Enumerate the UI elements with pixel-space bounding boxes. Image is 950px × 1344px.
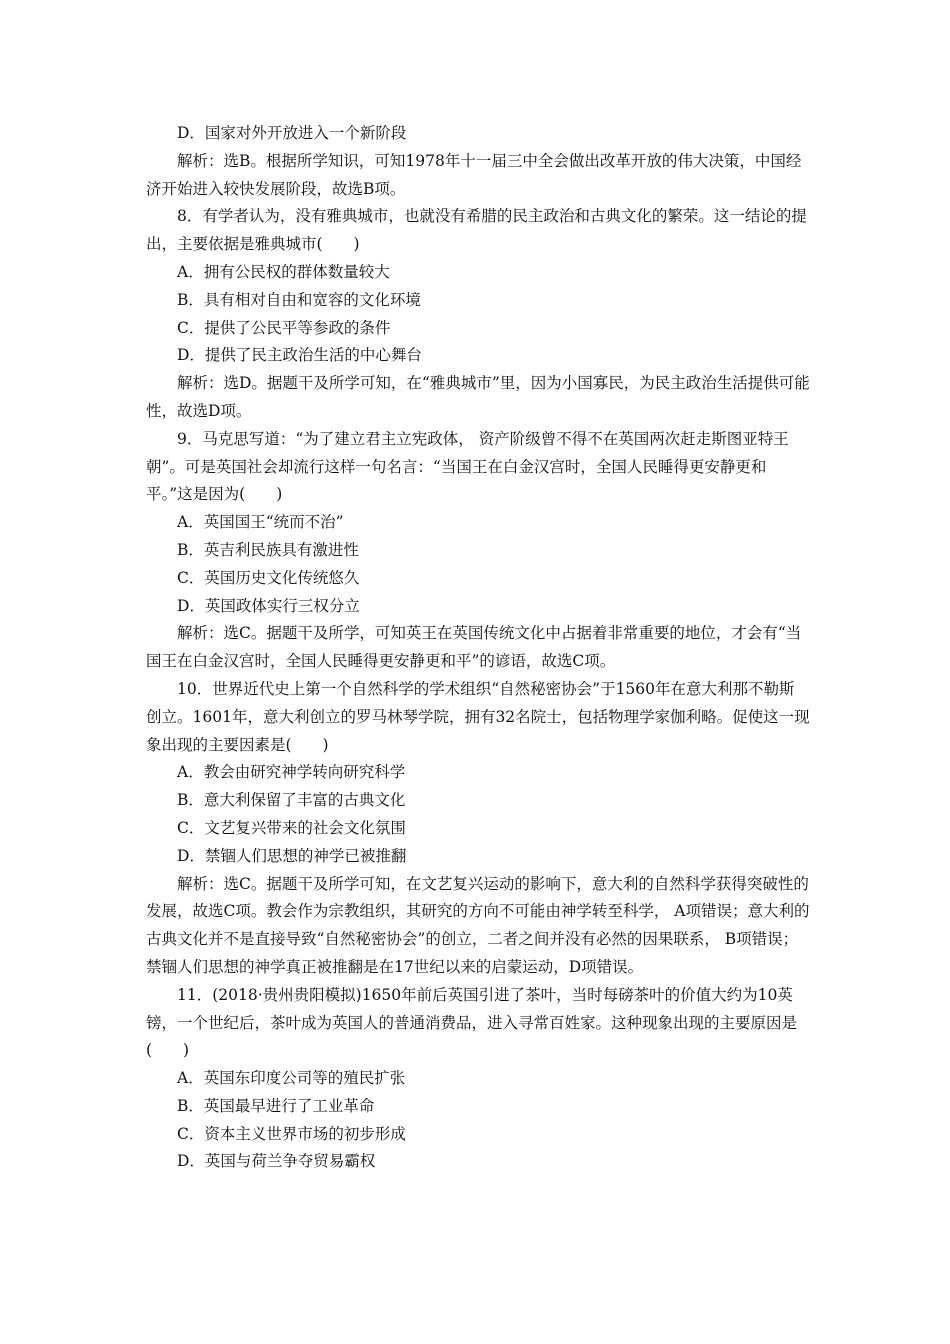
q8-option-b: B．具有相对自由和宽容的文化环境	[177, 290, 421, 309]
q10-analysis: 解析：选C。据题干及所学可知，在文艺复兴运动的影响下，意大利的自然科学获得突破性的发展，故选C项。教会作为宗教组织，其研究的方向不可能由神学转至科学， A项错误；意大利的古典文化并不是直接导致“自然秘密协会”的创立，二者之间并没有必然的因果联系， B项错误；禁锢人们思想的神学真正被推翻是在17世纪以来的启蒙运动，D项错误。	[146, 874, 810, 976]
q11-option-b: B．英国最早进行了工业革命	[177, 1096, 375, 1115]
q8-option-d: D．提供了民主政治生活的中心舞台	[177, 346, 422, 365]
q9-stem: 9．马克思写道：“为了建立君主立宪政体， 资产阶级曾不得不在英国两次赶走斯图亚特王朝”。可是英国社会却流行这样一句名言：“当国王在白金汉宫时，全国人民睡得更安静更和平。”这是因为( )	[146, 429, 789, 504]
q9-option-c: C．英国历史文化传统悠久	[177, 568, 360, 587]
q8-option-c: C．提供了公民平等参政的条件	[177, 318, 391, 337]
q10-option-c: C．文艺复兴带来的社会文化氛围	[177, 818, 406, 837]
q8-option-a: A．拥有公民权的群体数量较大	[177, 262, 390, 281]
q11-option-d: D．英国与荷兰争夺贸易霸权	[177, 1152, 376, 1171]
q9-option-d: D．英国政体实行三权分立	[177, 596, 360, 615]
q10-option-a: A．教会由研究神学转向研究科学	[177, 763, 406, 782]
q10-option-b: B．意大利保留了丰富的古典文化	[177, 791, 406, 810]
q10-stem: 10．世界近代史上第一个自然科学的学术组织“自然秘密协会”于1560年在意大利那不勒斯创立。1601年，意大利创立的罗马林琴学院，拥有32名院士，包括物理学家伽利略。促使这一现象出现的主要因素是( )	[146, 679, 810, 754]
q9-analysis: 解析：选C。据题干及所学，可知英王在英国传统文化中占据着非常重要的地位，才会有“当国王在白金汉宫时，全国人民睡得更安静更和平”的谚语，故选C项。	[146, 624, 802, 671]
q7-option-d: D．国家对外开放进入一个新阶段	[177, 124, 407, 142]
q7-analysis: 解析：选B。根据所学知识，可知1978年十一届三中全会做出改革开放的伟大决策，中国经济开始进入较快发展阶段，故选B项。	[146, 151, 802, 198]
q8-analysis: 解析：选D。据题干及所学可知，在“雅典城市”里，因为小国寡民，为民主政治生活提供可能性，故选D项。	[146, 374, 810, 420]
q11-option-a: A．英国东印度公司等的殖民扩张	[177, 1069, 406, 1088]
q11-option-c: C．资本主义世界市场的初步形成	[177, 1124, 406, 1143]
q9-option-b: B．英吉利民族具有激进性	[177, 540, 359, 559]
q10-option-d: D．禁锢人们思想的神学已被推翻	[177, 846, 407, 865]
q8-stem: 8．有学者认为，没有雅典城市，也就没有希腊的民主政治和古典文化的繁荣。这一结论的提出，主要依据是雅典城市( )	[146, 207, 807, 254]
question-content	[146, 120, 810, 1176]
q11-stem: 11．(2018·贵州贵阳模拟)1650年前后英国引进了茶叶，当时每磅茶叶的价值大约为10英镑，一个世纪后，茶叶成为英国人的普通消费品，进入寻常百姓家。这种现象出现的主要原因是( )	[146, 985, 798, 1060]
q9-option-a: A．英国国王“统而不治”	[177, 513, 344, 532]
